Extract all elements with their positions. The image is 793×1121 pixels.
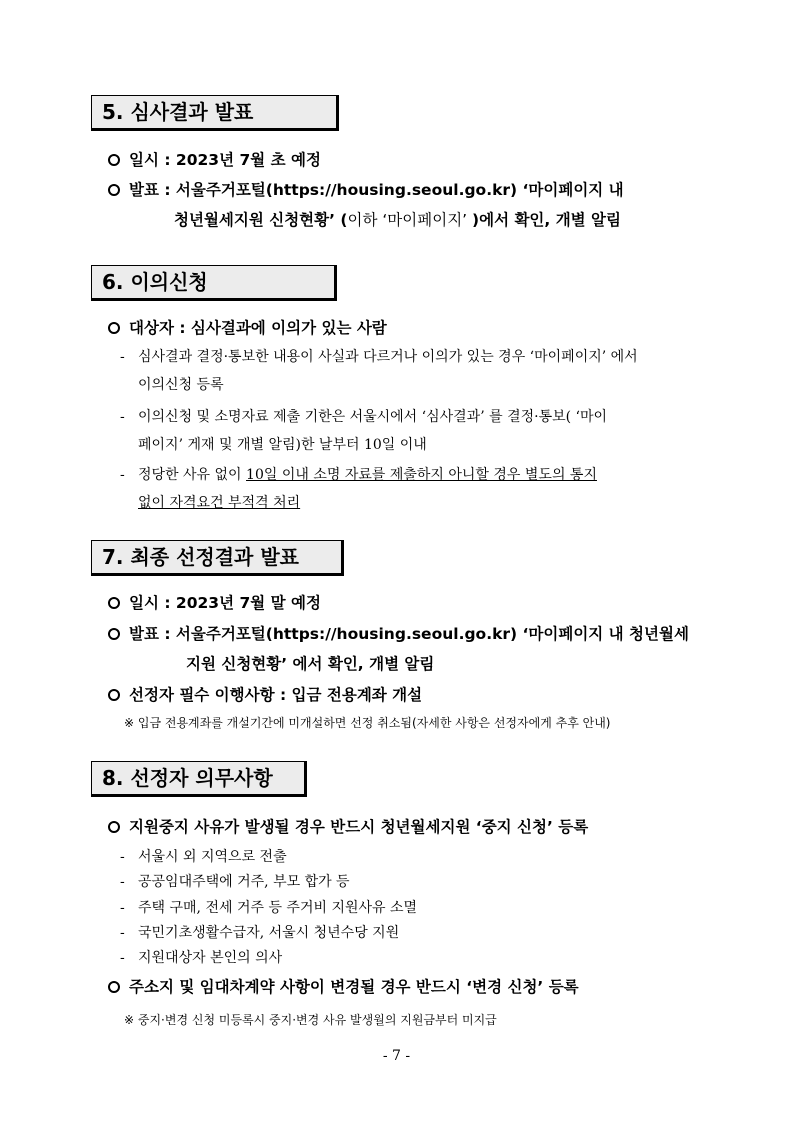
bullet-item	[108, 178, 624, 200]
dash-marker: -	[120, 900, 125, 916]
continuation-text-light: 이하 ‘마이페이지’	[347, 211, 473, 229]
underlined-text: 10일 이내 소명 자료를 제출하지 아니할 경우 별도의 통지	[246, 467, 597, 483]
dash-marker: -	[120, 925, 125, 941]
note: ※ 중지·변경 신청 미등록시 중지·변경 사유 발생월의 지원금부터 미지급	[124, 1013, 497, 1027]
dash-item	[120, 871, 350, 891]
section-title-6: 6. 이의신청	[91, 265, 337, 301]
dash-item	[120, 346, 638, 366]
bullet-text: 발표 : 서울주거포털(https://housing.seoul.go.kr) ‘마이페이지 내 청년월세	[129, 625, 689, 643]
bullet-item	[108, 316, 387, 338]
bullet-text: 일시 : 2023년 7월 초 예정	[129, 151, 321, 169]
bullet-item	[108, 622, 689, 644]
dash-marker: -	[120, 409, 125, 425]
dash-continuation: 페이지’ 게재 및 개별 알림)한 날부터 10일 이내	[138, 437, 427, 453]
dash-marker: -	[120, 874, 125, 890]
dash-marker: -	[120, 467, 125, 483]
dash-text: 지원대상자 본인의 의사	[138, 950, 283, 966]
dash-continuation: 없이 자격요건 부적격 처리	[138, 495, 301, 511]
dash-item	[120, 846, 287, 866]
dash-text: 공공임대주택에 거주, 부모 합가 등	[138, 874, 350, 890]
dash-item	[120, 406, 607, 426]
dash-text: 주택 구매, 전세 거주 등 주거비 지원사유 소멸	[138, 900, 418, 916]
dash-text: 심사결과 결정·통보한 내용이 사실과 다르거나 이의가 있는 경우 ‘마이페이지’ 에서	[138, 349, 638, 365]
bullet-item	[108, 683, 422, 705]
dash-marker: -	[120, 950, 125, 966]
bullet-item	[108, 975, 579, 997]
circle-bullet-icon	[108, 689, 120, 701]
bullet-item	[108, 815, 588, 837]
bullet-item	[108, 591, 321, 613]
bullet-continuation: 지원 신청현황’ 에서 확인, 개별 알림	[186, 655, 435, 673]
dash-text: 국민기초생활수급자, 서울시 청년수당 지원	[138, 925, 400, 941]
dash-text: 이의신청 및 소명자료 제출 기한은 서울시에서 ‘심사결과’ 를 결정·통보( ‘마이	[138, 409, 608, 425]
bullet-text: 대상자 : 심사결과에 이의가 있는 사람	[129, 319, 387, 337]
page-number: - 7 -	[382, 1048, 411, 1064]
bullet-text: 발표 : 서울주거포털(https://housing.seoul.go.kr) ‘마이페이지 내	[129, 181, 624, 199]
dash-text: 정당한 사유 없이	[138, 467, 247, 483]
circle-bullet-icon	[108, 821, 120, 833]
continuation-text: 청년월세지원 신청현황’ (	[174, 211, 348, 229]
dash-item	[120, 897, 417, 917]
section-title-5: 5. 심사결과 발표	[91, 95, 339, 131]
circle-bullet-icon	[108, 628, 120, 640]
dash-item	[120, 922, 399, 942]
circle-bullet-icon	[108, 184, 120, 196]
dash-item	[120, 464, 597, 484]
note: ※ 입금 전용계좌를 개설기간에 미개설하면 선정 취소됨(자세한 사항은 선정자에게 추후 안내)	[124, 716, 611, 730]
bullet-text: 주소지 및 임대차계약 사항이 변경될 경우 반드시 ‘변경 신청’ 등록	[129, 978, 579, 996]
bullet-text: 일시 : 2023년 7월 말 예정	[129, 594, 321, 612]
dash-item	[120, 947, 282, 967]
bullet-text: 선정자 필수 이행사항 : 입금 전용계좌 개설	[129, 686, 423, 704]
section-title-8: 8. 선정자 의무사항	[91, 761, 307, 797]
circle-bullet-icon	[108, 597, 120, 609]
circle-bullet-icon	[108, 154, 120, 166]
bullet-text: 지원중지 사유가 발생될 경우 반드시 청년월세지원 ‘중지 신청’ 등록	[129, 818, 589, 836]
dash-text: 서울시 외 지역으로 전출	[138, 849, 287, 865]
dash-marker: -	[120, 849, 125, 865]
circle-bullet-icon	[108, 981, 120, 993]
section-title-7: 7. 최종 선정결과 발표	[91, 540, 344, 576]
continuation-text: )에서 확인, 개별 알림	[472, 211, 621, 229]
dash-continuation: 이의신청 등록	[138, 377, 224, 393]
circle-bullet-icon	[108, 322, 120, 334]
dash-marker: -	[120, 349, 125, 365]
bullet-continuation	[174, 208, 621, 230]
bullet-item	[108, 148, 321, 170]
